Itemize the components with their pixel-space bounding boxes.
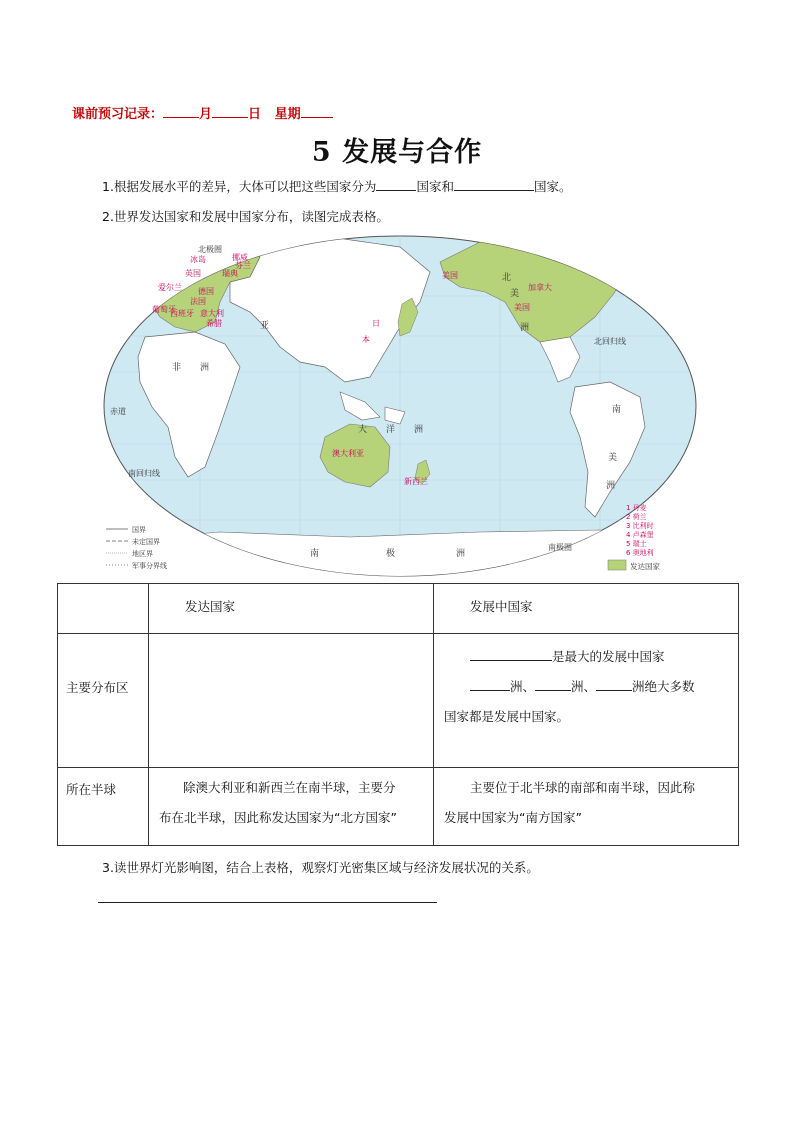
label-asia: 亚 — [260, 321, 270, 331]
numbered-item: 1 丹麦 — [626, 504, 647, 512]
developing-hemisphere-line-1: 主要位于北半球的南部和南半球，因此称 — [470, 780, 696, 795]
label-greece: 希腊 — [206, 319, 222, 328]
label-oceania-2: 洋 — [386, 425, 396, 435]
label-antarctic-circle: 南极圈 — [548, 543, 572, 552]
row-label-cell — [58, 634, 149, 768]
developing-hemisphere-cell — [434, 768, 739, 846]
label-south-america-1: 南 — [612, 405, 622, 415]
continent-blank-3[interactable] — [596, 678, 632, 691]
preview-record-line — [72, 103, 333, 122]
developing-hemisphere-text — [434, 768, 738, 833]
developing-hemisphere-line-2: 发展中国家为“南方国家” — [444, 810, 582, 825]
month-blank[interactable] — [163, 105, 199, 118]
label-spain: 西班牙 — [170, 309, 194, 318]
q1-blank-1[interactable] — [376, 178, 416, 191]
weekday-label: 星期 — [274, 107, 301, 122]
label-japan-1: 日 — [372, 319, 380, 328]
greenland-shape — [530, 232, 570, 246]
line-legend — [106, 525, 167, 570]
day-blank[interactable] — [212, 105, 248, 118]
label-sweden: 瑞典 — [222, 269, 238, 278]
label-new-zealand: 新西兰 — [404, 477, 428, 486]
label-australia: 澳大利亚 — [332, 449, 364, 458]
legend-national-border: 国界 — [132, 526, 146, 534]
question-2: 2.世界发达国家和发展中国家分布，读图完成表格。 — [102, 209, 389, 224]
day-label: 日 — [248, 107, 262, 122]
label-germany: 德国 — [198, 287, 214, 296]
row-label-distribution: 主要分布区 — [66, 680, 129, 695]
header-developing-label: 发展中国家 — [470, 599, 533, 614]
label-africa-2: 洲 — [200, 363, 210, 373]
world-map — [100, 232, 700, 580]
question-3: 3.读世界灯光影响图，结合上表格，观察灯光密集区域与经济发展状况的关系。 — [102, 860, 539, 875]
label-norway: 挪威 — [232, 253, 248, 262]
label-usa: 美国 — [514, 303, 530, 312]
label-usa-alaska: 美国 — [442, 271, 458, 280]
label-ireland: 爱尔兰 — [158, 283, 182, 292]
label-italy: 意大利 — [200, 309, 224, 318]
label-antarctica-2: 极 — [386, 549, 396, 559]
legend-military-line: 军事分界线 — [132, 562, 167, 570]
numbered-item: 4 卢森堡 — [626, 531, 654, 539]
table-header-row — [58, 584, 739, 634]
header-developed-label: 发达国家 — [185, 599, 236, 614]
developed-hemisphere-cell — [149, 768, 434, 846]
table-header-developed — [149, 584, 434, 634]
antarctica-landmass — [100, 530, 700, 580]
q1-mid: 国家和 — [416, 179, 454, 194]
q3-answer-line[interactable] — [98, 902, 437, 903]
comparison-table — [57, 583, 739, 846]
continent-suffix-3: 洲绝大多数 — [632, 679, 695, 694]
label-north-america-1: 北 — [502, 273, 512, 283]
q1-prefix: 1.根据发展水平的差异，大体可以把这些国家分为 — [102, 179, 377, 194]
continent-blank-1[interactable] — [470, 678, 510, 691]
label-tropic-south: 南回归线 — [128, 469, 160, 478]
label-antarctica-1: 南 — [310, 549, 320, 559]
developed-hemisphere-line-2: 布在北半球，因此称发达国家为“北方国家” — [159, 810, 397, 825]
largest-developing-blank[interactable] — [470, 648, 552, 661]
question-1 — [102, 177, 571, 195]
legend-regional-border: 地区界 — [132, 550, 153, 558]
numbered-item: 5 瑞士 — [626, 540, 647, 548]
developing-distribution-text — [434, 634, 738, 732]
label-canada: 加拿大 — [528, 283, 552, 292]
developed-color-swatch — [608, 560, 626, 570]
month-label: 月 — [199, 107, 213, 122]
largest-developing-text: 是最大的发展中国家 — [552, 649, 665, 664]
row-label-hemisphere: 所在半球 — [66, 782, 117, 797]
label-oceania-1: 大 — [358, 425, 368, 435]
numbered-country-list — [626, 503, 654, 557]
label-oceania-3: 洲 — [414, 425, 424, 435]
row-label-cell — [58, 768, 149, 846]
developing-distribution-cell — [434, 634, 739, 768]
continent-suffix-2: 洲、 — [571, 679, 597, 694]
developed-hemisphere-text — [149, 768, 433, 833]
continent-suffix-1: 洲、 — [510, 679, 536, 694]
numbered-item: 3 比利时 — [626, 522, 654, 530]
continent-blank-2[interactable] — [535, 678, 571, 691]
weekday-blank[interactable] — [301, 105, 333, 118]
table-row-hemisphere — [58, 768, 739, 846]
numbered-item: 6 奥地利 — [626, 549, 654, 557]
label-south-america-3: 洲 — [606, 481, 616, 491]
table-row-distribution — [58, 634, 739, 768]
developed-hemisphere-line-1: 除澳大利亚和新西兰在南半球，主要分 — [183, 780, 396, 795]
label-equator: 赤道 — [110, 407, 126, 416]
preview-record-label: 课前预习记录： — [72, 107, 164, 122]
label-north-pole-circle: 北极圈 — [198, 245, 222, 254]
label-north-america-3: 洲 — [520, 323, 530, 333]
label-portugal: 葡萄牙 — [152, 305, 176, 314]
page-title: 5 发展与合作 — [311, 137, 483, 168]
table-header-developing — [434, 584, 739, 634]
label-uk: 英国 — [185, 269, 201, 278]
q1-suffix: 国家。 — [533, 179, 572, 194]
label-finland: 芬兰 — [235, 261, 251, 270]
label-japan-2: 本 — [362, 335, 370, 344]
label-south-america-2: 美 — [608, 453, 618, 463]
label-iceland: 冰岛 — [190, 255, 206, 264]
legend-undetermined-border: 未定国界 — [132, 538, 160, 546]
label-france: 法国 — [190, 297, 206, 306]
numbered-item: 2 荷兰 — [626, 513, 647, 521]
developed-distribution-answer[interactable] — [149, 634, 434, 768]
label-africa-1: 非 — [172, 363, 182, 373]
table-corner-cell — [58, 584, 149, 634]
continents-line — [444, 672, 728, 702]
label-tropic-north: 北回归线 — [594, 337, 626, 346]
label-antarctica-3: 洲 — [456, 549, 466, 559]
continents-line-end: 国家都是发展中国家。 — [444, 709, 570, 724]
q1-blank-2[interactable] — [454, 178, 534, 191]
largest-developing-line — [444, 642, 728, 672]
legend-developed: 发达国家 — [630, 562, 660, 571]
label-north-america-2: 美 — [510, 289, 520, 299]
